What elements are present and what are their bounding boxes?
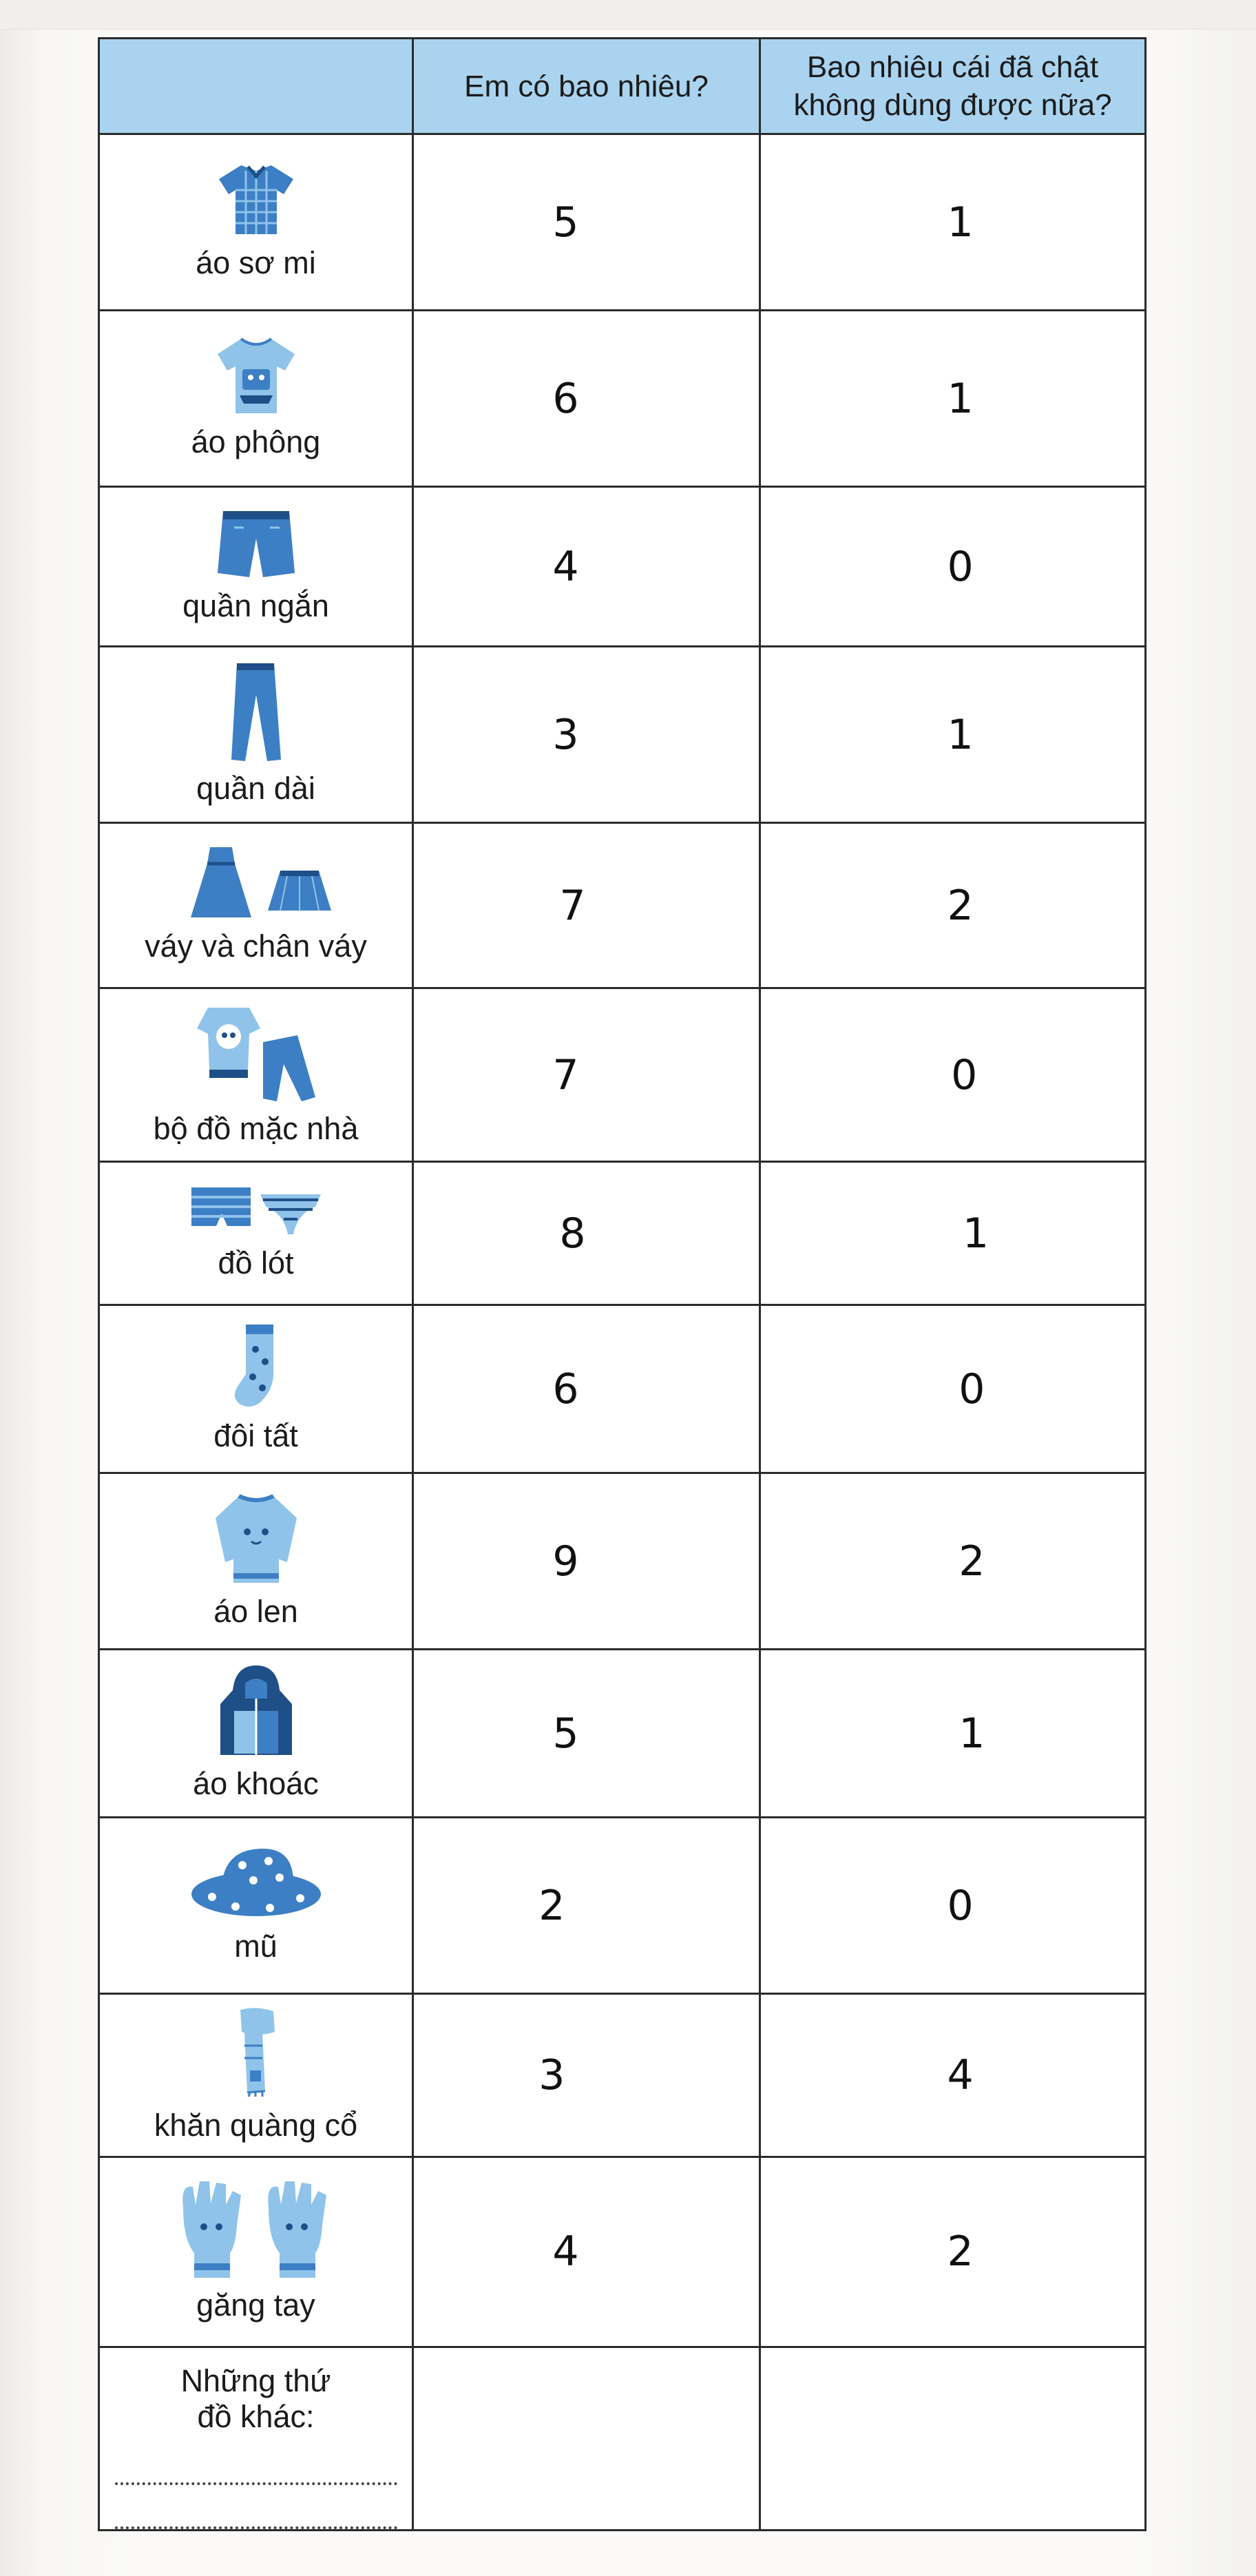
- outgrown-count: 1: [962, 1209, 989, 1258]
- item-cell: [99, 1994, 413, 2157]
- sock-icon: [225, 1322, 287, 1411]
- have-count-cell: [413, 647, 760, 823]
- item-cell: [99, 1473, 413, 1650]
- outgrown-count-cell: [760, 1305, 1146, 1473]
- clothing-count-table: [98, 37, 1147, 2531]
- have-count: 7: [559, 881, 586, 930]
- header-outgrown: [760, 39, 1146, 134]
- item-cell: [99, 1305, 413, 1473]
- have-count-cell: [413, 487, 760, 647]
- item-label: áo len: [213, 1593, 298, 1629]
- have-count: 5: [552, 1709, 579, 1758]
- have-count-cell: [413, 988, 760, 1162]
- shirt-icon: [215, 161, 297, 238]
- table-row: [99, 988, 1146, 1162]
- pants-icon: [229, 661, 284, 764]
- table-row: [99, 647, 1146, 823]
- item-cell: [99, 134, 413, 311]
- table-row: [99, 1818, 1146, 1994]
- have-count: 6: [552, 374, 579, 423]
- have-count-cell: [413, 1818, 760, 1994]
- have-count-cell[interactable]: [413, 2347, 760, 2531]
- item-label: áo khoác: [193, 1765, 319, 1801]
- item-cell: [99, 2157, 413, 2347]
- item-cell: [99, 988, 413, 1162]
- header-row: [99, 39, 1146, 134]
- outgrown-count: 2: [947, 2227, 974, 2276]
- item-label: quần ngắn: [182, 588, 329, 623]
- outgrown-count: 0: [947, 1881, 974, 1930]
- dotted-write-line[interactable]: [115, 2485, 397, 2529]
- table-row: [99, 1650, 1146, 1818]
- other-items-label-line2: đồ khác:: [197, 2398, 315, 2434]
- have-count: 4: [552, 542, 579, 591]
- outgrown-count: 1: [947, 374, 974, 423]
- underwear-icon: [187, 1183, 325, 1238]
- outgrown-count-cell: [760, 1994, 1146, 2157]
- outgrown-count-cell: [760, 1473, 1146, 1650]
- outgrown-count: 1: [959, 1709, 985, 1758]
- other-items-row: [99, 2347, 1146, 2531]
- have-count: 9: [552, 1537, 579, 1586]
- item-label: đồ lót: [218, 1245, 294, 1280]
- table-row: [99, 823, 1146, 988]
- jacket-icon: [215, 1663, 297, 1759]
- tshirt-icon: [213, 335, 299, 417]
- item-cell: [99, 823, 413, 988]
- header-how-many: Em có bao nhiêu?: [413, 39, 760, 134]
- dotted-write-line[interactable]: [115, 2441, 397, 2485]
- outgrown-count: 0: [959, 1364, 985, 1413]
- have-count-cell: [413, 1473, 760, 1650]
- have-count: 8: [559, 1209, 586, 1258]
- outgrown-count: 1: [947, 198, 974, 247]
- sweater-icon: [211, 1490, 301, 1587]
- item-label: đôi tất: [213, 1417, 298, 1453]
- item-cell: [99, 647, 413, 823]
- outgrown-count-cell: [760, 2157, 1146, 2347]
- item-cell: [99, 1162, 413, 1305]
- other-items-write-lines[interactable]: [115, 2441, 397, 2529]
- have-count-cell: [413, 311, 760, 487]
- item-label: găng tay: [196, 2287, 315, 2323]
- outgrown-count: 2: [959, 1537, 985, 1586]
- item-label: váy và chân váy: [145, 928, 367, 964]
- header-outgrown-line1: Bao nhiêu cái đã chật: [806, 50, 1099, 84]
- hat-icon: [187, 1845, 325, 1922]
- have-count: 2: [538, 1881, 565, 1930]
- table-row: [99, 1994, 1146, 2157]
- scarf-icon: [225, 2004, 287, 2101]
- outgrown-count-cell: [760, 134, 1146, 311]
- have-count: 3: [552, 710, 579, 759]
- table-row: [99, 1162, 1146, 1305]
- item-label: khăn quàng cổ: [154, 2108, 358, 2143]
- outgrown-count-cell: [760, 1162, 1146, 1305]
- other-items-label-line1: Những thứ: [180, 2362, 331, 2398]
- header-outgrown-line2: không dùng được nữa?: [793, 88, 1112, 122]
- pajamas-icon: [194, 1001, 318, 1104]
- have-count: 4: [552, 2227, 579, 2276]
- outgrown-count: 2: [947, 881, 974, 930]
- have-count-cell: [413, 1650, 760, 1818]
- other-items-cell: [99, 2347, 413, 2531]
- have-count-cell: [413, 1305, 760, 1473]
- have-count: 3: [538, 2050, 565, 2099]
- item-label: mũ: [234, 1928, 278, 1964]
- outgrown-count: 4: [947, 2050, 974, 2099]
- outgrown-count-cell: [760, 988, 1146, 1162]
- outgrown-count-cell: [760, 487, 1146, 647]
- outgrown-count-cell[interactable]: [760, 2347, 1146, 2531]
- have-count-cell: [413, 2157, 760, 2347]
- item-label: bộ đồ mặc nhà: [153, 1110, 359, 1146]
- shorts-icon: [213, 507, 299, 581]
- table-row: [99, 311, 1146, 487]
- header-item-cell: [99, 39, 413, 134]
- item-label: áo sơ mi: [196, 245, 316, 280]
- have-count-cell: [413, 1994, 760, 2157]
- have-count-cell: [413, 823, 760, 988]
- outgrown-count-cell: [760, 311, 1146, 487]
- outgrown-count-cell: [760, 1818, 1146, 1994]
- have-count: 7: [552, 1050, 579, 1099]
- outgrown-count: 0: [951, 1050, 978, 1099]
- table-row: [99, 487, 1146, 647]
- table-row: [99, 134, 1146, 311]
- gloves-icon: [174, 2177, 339, 2281]
- outgrown-count-cell: [760, 823, 1146, 988]
- have-count-cell: [413, 134, 760, 311]
- outgrown-count: 1: [947, 710, 974, 759]
- outgrown-count-cell: [760, 647, 1146, 823]
- table-row: [99, 1473, 1146, 1650]
- have-count-cell: [413, 1162, 760, 1305]
- item-cell: [99, 1650, 413, 1818]
- item-cell: [99, 487, 413, 647]
- item-label: áo phông: [191, 424, 321, 459]
- item-cell: [99, 1818, 413, 1994]
- outgrown-count-cell: [760, 1650, 1146, 1818]
- table-row: [99, 2157, 1146, 2347]
- table-row: [99, 1305, 1146, 1473]
- item-cell: [99, 311, 413, 487]
- item-label: quần dài: [196, 770, 315, 806]
- outgrown-count: 0: [947, 542, 974, 591]
- page-top-strip: [0, 0, 1256, 30]
- dress-skirt-icon: [177, 844, 335, 922]
- have-count: 5: [552, 198, 579, 247]
- have-count: 6: [552, 1364, 579, 1413]
